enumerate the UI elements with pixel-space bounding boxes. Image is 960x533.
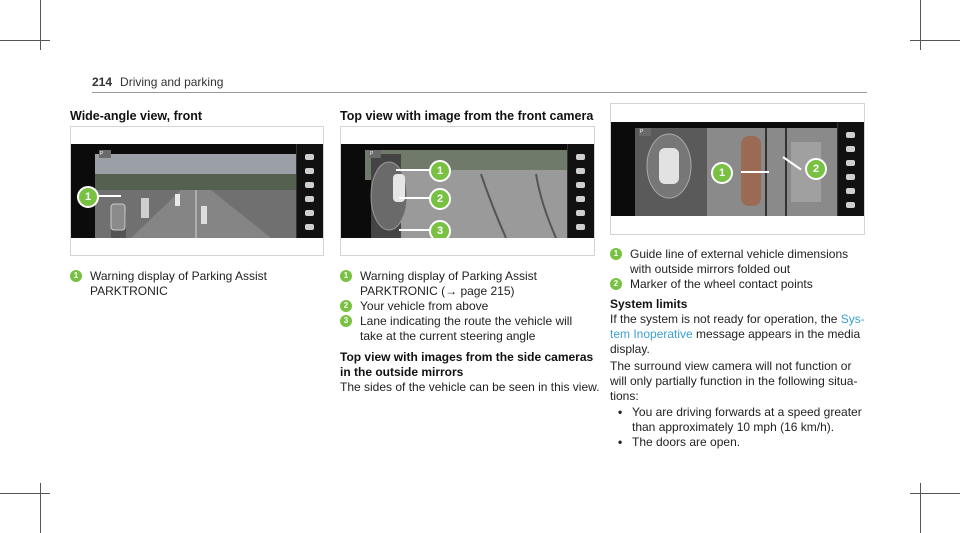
system-limits-section (610, 297, 890, 404)
crop-mark (40, 0, 41, 50)
view-icon (846, 188, 855, 194)
view-icon (576, 224, 585, 230)
crop-mark (40, 483, 41, 533)
callout-leader (741, 171, 769, 173)
wide-angle-figure (70, 126, 324, 256)
callout-leader (399, 197, 430, 199)
camera-mode-badge-text: P (100, 151, 104, 157)
top-view-front-screen (341, 144, 594, 238)
crop-mark (910, 40, 960, 41)
limits-paragraph: will only partially function in the following situa- (610, 374, 858, 388)
view-icon (576, 182, 585, 188)
top-view-front-image (341, 144, 568, 238)
callout-2: 2 (429, 188, 451, 210)
legend-text: Your vehicle from above (360, 299, 489, 313)
view-icon (846, 160, 855, 166)
callout-leader (399, 229, 430, 231)
view-icon (305, 182, 314, 188)
camera-side-panel (567, 144, 594, 238)
crop-mark (920, 483, 921, 533)
callout-2: 2 (805, 158, 827, 180)
view-icon (576, 168, 585, 174)
callout-1: 1 (711, 162, 733, 184)
bullet-dot: • (618, 405, 623, 419)
view-icon (846, 132, 855, 138)
view-icon (305, 154, 314, 160)
camera-side-panel (296, 144, 323, 238)
camera-mode-badge-text: P (370, 151, 374, 157)
left-column-title: Wide-angle view, front (70, 109, 203, 123)
crop-mark (0, 493, 50, 494)
view-icon (846, 174, 855, 180)
view-icon (576, 154, 585, 160)
callout-1: 1 (77, 186, 99, 208)
side-cameras-section (340, 350, 600, 395)
top-view-side-screen (611, 122, 864, 216)
view-icon (576, 210, 585, 216)
page-header (92, 75, 223, 89)
crop-mark (910, 493, 960, 494)
callout-leader (396, 169, 430, 171)
middle-column-title: Top view with image from the front camera (340, 109, 594, 123)
sys-inoperative-link[interactable]: tem Inoperative (610, 327, 693, 341)
bullet-text: The doors are open. (632, 435, 741, 449)
view-icon (305, 210, 314, 216)
legend-text: PARKTRONIC (→ page 215) (360, 284, 515, 298)
legend-text: PARKTRONIC (90, 284, 168, 298)
header-divider (92, 92, 867, 93)
limits-text: If the system is not ready for operation, the (610, 312, 841, 326)
legend-text: with outside mirrors folded out (630, 262, 791, 276)
legend-text: Guide line of external vehicle dimensions (630, 247, 849, 261)
section-title: Driving and parking (120, 75, 224, 89)
limits-paragraph: tions: (610, 389, 639, 403)
side-cameras-text: The sides of the vehicle can be seen in this view. (340, 380, 600, 394)
bullet-dot: • (618, 435, 623, 449)
bullet-text: than approximately 10 mph (16 km/h). (632, 420, 835, 434)
legend-text: Lane indicating the route the vehicle will (360, 314, 573, 328)
legend-number: 1 (610, 248, 622, 260)
bullet-text: You are driving forwards at a speed greater (632, 405, 862, 419)
view-icon (305, 196, 314, 202)
top-view-side-figure (610, 103, 865, 235)
view-icon (846, 202, 855, 208)
camera-side-panel (837, 122, 864, 216)
page-number: 214 (92, 75, 113, 89)
legend-number: 3 (340, 315, 352, 327)
limits-text: message appears in the media (692, 327, 861, 341)
side-cameras-heading: in the outside mirrors (340, 365, 464, 379)
legend-number: 1 (70, 270, 82, 282)
sys-inoperative-link[interactable]: Sys- (840, 312, 865, 326)
legend-text: Marker of the wheel contact points (630, 277, 813, 291)
road-scene-image (71, 144, 297, 238)
callout-1: 1 (429, 160, 451, 182)
callout-3: 3 (429, 220, 451, 238)
top-view-front-figure (340, 126, 595, 256)
legend-text: Warning display of Parking Assist (360, 269, 537, 283)
view-icon (305, 168, 314, 174)
view-icon (305, 224, 314, 230)
view-icon (576, 196, 585, 202)
limits-text: display. (610, 342, 650, 356)
crop-mark (0, 40, 50, 41)
side-cameras-heading: Top view with images from the side cameras (340, 350, 594, 364)
legend-text: take at the current steering angle (360, 329, 536, 343)
camera-mode-badge-text: P (640, 129, 644, 135)
callout-leader (97, 195, 121, 197)
legend-number: 2 (610, 278, 622, 290)
legend-text: Warning display of Parking Assist (90, 269, 267, 283)
legend-number: 2 (340, 300, 352, 312)
wide-angle-screen (71, 144, 323, 238)
limits-paragraph: The surround view camera will not function or (610, 359, 852, 373)
legend-number: 1 (340, 270, 352, 282)
view-icon (846, 146, 855, 152)
system-limits-heading: System limits (610, 297, 688, 311)
crop-mark (920, 0, 921, 50)
